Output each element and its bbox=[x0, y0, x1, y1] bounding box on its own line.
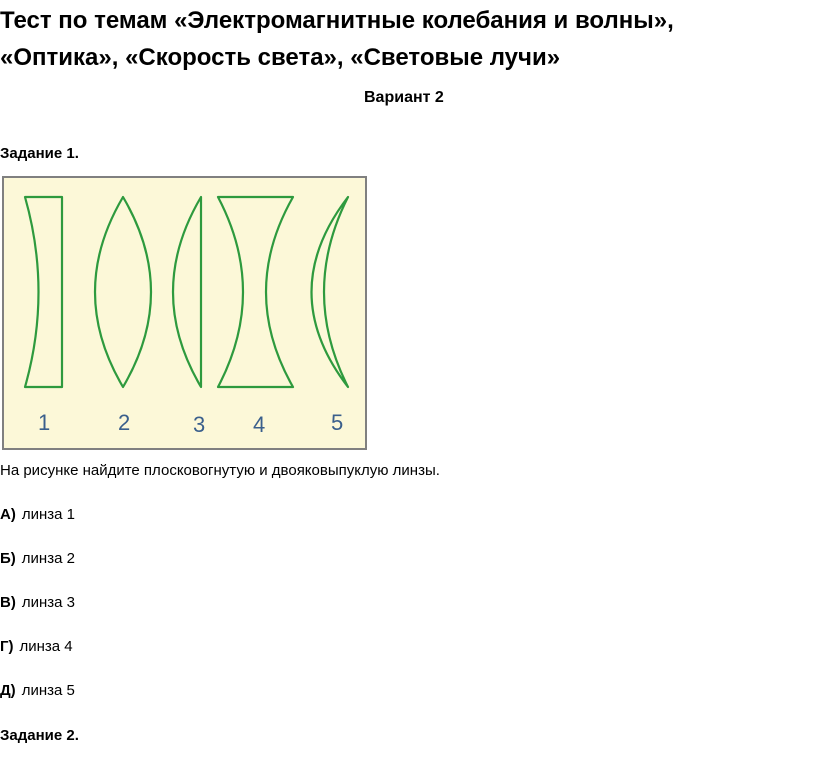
title-line-2: «Оптика», «Скорость света», «Световые лучи» bbox=[0, 44, 561, 71]
lens-2-biconvex bbox=[95, 197, 151, 387]
lens-1-plano-concave bbox=[25, 197, 62, 387]
option-letter: Г) bbox=[0, 638, 14, 655]
page-title bbox=[0, 2, 800, 76]
lens-diagram bbox=[4, 178, 365, 448]
lens-label-1: 1 bbox=[38, 410, 51, 435]
task-2-heading: Задание 2. bbox=[0, 727, 79, 744]
task-1-heading: Задание 1. bbox=[0, 145, 79, 162]
lens-3-plano-convex bbox=[173, 197, 201, 387]
option-letter: А) bbox=[0, 506, 16, 523]
answer-option-c bbox=[0, 594, 75, 611]
answer-option-d bbox=[0, 638, 73, 655]
lens-label-4: 4 bbox=[253, 412, 266, 437]
option-text: линза 5 bbox=[21, 682, 75, 699]
option-text: линза 4 bbox=[19, 638, 73, 655]
lens-label-2: 2 bbox=[118, 410, 131, 435]
lens-label-5: 5 bbox=[331, 410, 344, 435]
task-1-question: На рисунке найдите плосковогнутую и двояковыпуклую линзы. bbox=[0, 462, 440, 479]
variant-heading: Вариант 2 bbox=[364, 89, 444, 106]
title-line-1: Тест по темам «Электромагнитные колебания и волны», bbox=[0, 7, 674, 34]
option-text: линза 2 bbox=[21, 550, 75, 567]
lens-4-biconcave bbox=[218, 197, 293, 387]
lens-label-3: 3 bbox=[193, 412, 206, 437]
option-text: линза 3 bbox=[21, 594, 75, 611]
option-text: линза 1 bbox=[21, 506, 75, 523]
option-letter: В) bbox=[0, 594, 16, 611]
option-letter: Б) bbox=[0, 550, 16, 567]
lens-5-meniscus bbox=[312, 197, 349, 387]
answer-option-b bbox=[0, 550, 75, 567]
option-letter: Д) bbox=[0, 682, 16, 699]
answer-option-a bbox=[0, 506, 75, 523]
answer-option-e bbox=[0, 682, 75, 699]
lens-figure bbox=[2, 176, 367, 450]
